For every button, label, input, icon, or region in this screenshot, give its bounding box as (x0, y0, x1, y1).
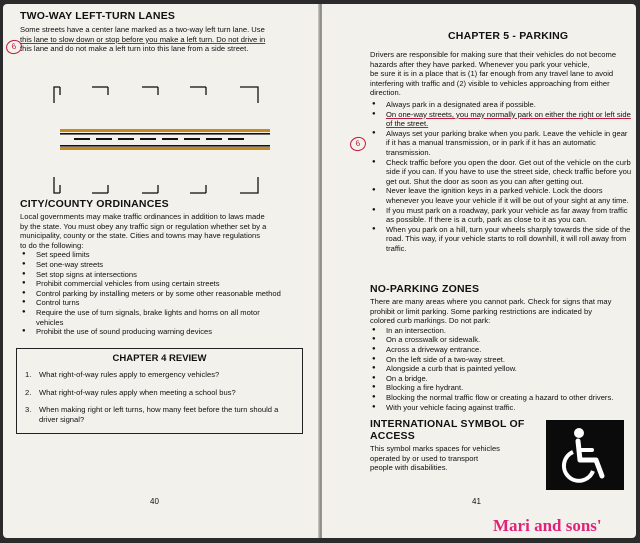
ordinances-list (20, 250, 285, 336)
no-parking-line-3: colored curb markings. Do not park: (370, 316, 491, 326)
list-item: ● Always set your parking brake when you park. Leave the vehicle in gear if it has a manual transmission, or in park if it has an automatic transmission. (370, 129, 632, 158)
no-parking-list (370, 326, 632, 412)
review-question-text: What right-of-way rules apply when meeting a school bus? (39, 387, 236, 397)
review-question (17, 405, 296, 424)
list-item: ● In an intersection. (370, 326, 632, 336)
review-question (17, 370, 296, 380)
list-item: ● Prohibit commercial vehicles from using certain streets (20, 279, 285, 289)
list-item: ● On one-way streets, you may normally park on either the right or left side of the street. (370, 110, 632, 129)
list-item: ● Set speed limits (20, 250, 285, 260)
two-way-title: TWO-WAY LEFT-TURN LANES (20, 10, 176, 22)
list-item: ● Always park in a designated area if possible. (370, 100, 632, 110)
access-section (370, 418, 540, 473)
list-item: ● On a crosswalk or sidewalk. (370, 335, 632, 345)
list-item: ● Set stop signs at intersections (20, 270, 285, 280)
list-item: ● If you must park on a roadway, park your vehicle as far away from traffic as possible. If there is a curb, park as close to it as you can. (370, 206, 632, 225)
no-parking-line-1: There are many areas where you cannot park. Check for signs that may (370, 297, 612, 306)
wheelchair-access-symbol (546, 420, 624, 490)
review-question-text: What right-of-way rules apply to emergency vehicles? (39, 370, 220, 379)
intro-line-5: direction. (370, 88, 401, 98)
review-title: CHAPTER 4 REVIEW (112, 353, 207, 364)
review-question-text: When making right or left turns, how many feet before the turn should a driver signal? (39, 405, 279, 424)
list-item: ● Control turns (20, 298, 285, 308)
review-question (17, 388, 296, 398)
intro-line-2: hazards after they have parked. Whenever you park your vehicle, (370, 59, 590, 69)
review-questions (17, 370, 302, 424)
parking-rules-list (370, 100, 632, 254)
list-item: ● Across a driveway entrance. (370, 345, 632, 355)
two-way-line-3: this lane and do not make a left turn into this lane from a side street. (20, 44, 249, 54)
center-lane-markings (60, 129, 270, 150)
two-way-line-1: Some streets have a center lane marked as a two-way left turn lane. Use (20, 25, 265, 34)
list-item: ● Check traffic before you open the door. Get out of the vehicle on the curb side if you can. If you have to use the street side, check traffic before you get out. Shut the door as soon as you can after getting out. (370, 158, 632, 187)
handwritten-circle-marker: 6 (348, 135, 367, 153)
list-item: ● With your vehicle facing against traffic. (370, 403, 632, 413)
two-way-line-2: this lane to slow down or stop before you make a left turn. Do not drive in (20, 34, 266, 44)
list-item: ● Prohibit the use of sound producing warning devices (20, 327, 285, 337)
ordinances-line-1: Local governments may make traffic ordinances in addition to laws made (20, 212, 265, 221)
no-parking-title: NO-PARKING ZONES (370, 283, 480, 295)
list-item: ● On the left side of a two-way street. (370, 355, 632, 365)
two-way-lane-diagram (50, 85, 275, 195)
photo-credit: Mari and sons' (493, 516, 602, 535)
list-item: ● Alongside a curb that is painted yellow. (370, 364, 632, 374)
ordinances-section (20, 198, 310, 337)
access-line-3: people with disabilities. (370, 463, 448, 473)
list-item: ● Require the use of turn signals, brake lights and horns on all motor vehicles (20, 308, 285, 327)
intro-line-3: be sure it is in a place that is (1) far enough from any travel lane to avoid (370, 69, 614, 79)
access-title-line-2: ACCESS (370, 430, 415, 442)
access-line-2: operated by or used to transport (370, 453, 479, 463)
access-line-1: This symbol marks spaces for vehicles (370, 444, 500, 453)
intro-line-4: interfering with traffic and (2) visible to vehicles approaching from either (370, 78, 610, 88)
parking-rules (370, 100, 632, 254)
two-way-section (20, 10, 310, 54)
page-number-right: 41 (472, 497, 481, 506)
no-parking-section (370, 283, 632, 412)
ordinances-line-2: by the state. You must obey any traffic sign or regulation whether set by a (20, 221, 267, 231)
parking-intro (370, 50, 632, 98)
handwritten-circle-marker: 6 (4, 38, 23, 56)
ordinances-line-4: to do the following: (20, 240, 84, 250)
list-item: ● On a bridge. (370, 374, 632, 384)
list-item: ● Control parking by installing meters or by some other reasonable method (20, 289, 285, 299)
list-item: ● When you park on a hill, turn your wheels sharply towards the side of the road. This way, if your vehicle starts to roll downhill, it will roll away from traffic. (370, 225, 632, 254)
chapter-5-title: CHAPTER 5 - PARKING (448, 30, 569, 42)
list-item: ● Set one-way streets (20, 260, 285, 270)
wheelchair-icon (546, 420, 624, 490)
access-title-line-1: INTERNATIONAL SYMBOL OF (370, 418, 525, 430)
list-item: ● Blocking a fire hydrant. (370, 383, 632, 393)
no-parking-line-2: prohibit or limit parking. Some parking restrictions are indicated by (370, 306, 593, 316)
list-item: ● Blocking the normal traffic flow or creating a hazard to other drivers. (370, 393, 632, 403)
intro-line-1: Drivers are responsible for making sure that their vehicles do not become (370, 50, 617, 59)
ordinances-title: CITY/COUNTY ORDINANCES (20, 198, 169, 210)
list-item: ● Never leave the ignition keys in a parked vehicle. Lock the doors whenever you leave your vehicle if it will be out of your sight at any time. (370, 186, 632, 205)
ordinances-line-3: municipality, county or the state. Cities and towns may have regulations (20, 231, 261, 241)
chapter-review-box (16, 348, 303, 434)
page-number-left: 40 (150, 497, 159, 506)
